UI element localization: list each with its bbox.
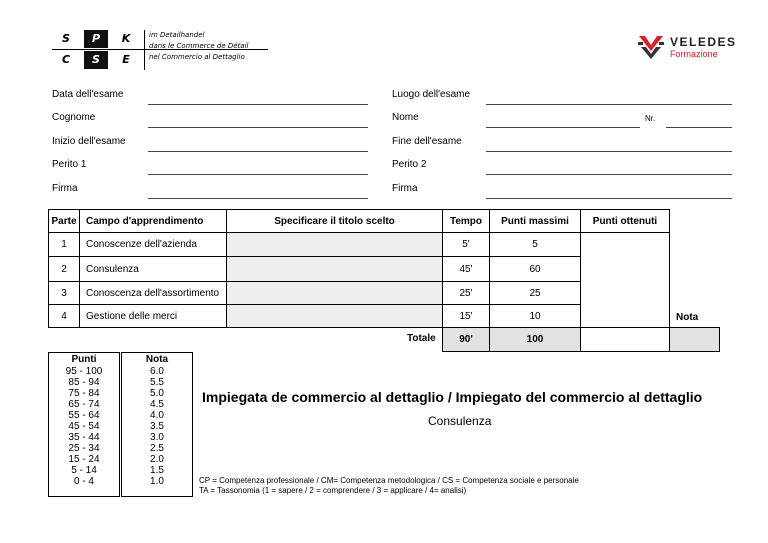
row1-tempo: 5' <box>442 232 490 257</box>
totale-ottenuti-field <box>580 327 670 352</box>
spk-letter: C <box>61 53 71 66</box>
spk-letter: P <box>84 30 108 48</box>
scale-punti-item: 0 - 4 <box>73 476 94 487</box>
scale-nota-header: Nota <box>145 354 169 365</box>
label-cognome: Cognome <box>52 112 96 123</box>
veledes-sub: Formazione <box>670 49 718 59</box>
nota-field <box>669 327 720 352</box>
field-cognome[interactable] <box>148 127 368 128</box>
scale-nota-item: 5.5 <box>150 377 164 388</box>
scale-nota-item: 2.0 <box>150 454 164 465</box>
scale-punti-item: 85 - 94 <box>68 377 100 388</box>
scale-punti-item: 25 - 34 <box>68 443 100 454</box>
document-subtitle: Consulenza <box>428 414 492 428</box>
row4-tempo: 15' <box>442 304 490 328</box>
scale-punti-item: 35 - 44 <box>68 432 100 443</box>
label-firma1: Firma <box>52 183 78 194</box>
field-nome[interactable] <box>486 127 640 128</box>
label-luogo-esame: Luogo dell'esame <box>392 89 471 100</box>
veledes-name: VELEDES <box>670 35 737 49</box>
row2-tempo: 45' <box>442 256 490 282</box>
header-titolo: Specificare il titolo scelto <box>226 209 443 233</box>
spk-divider <box>144 30 145 70</box>
spk-letter-grid <box>52 30 144 70</box>
totale-label: Totale <box>407 333 436 344</box>
row2-punti: 60 <box>489 256 581 282</box>
row1-titolo-field <box>226 232 443 257</box>
field-luogo-esame[interactable] <box>486 104 732 105</box>
row1-parte: 1 <box>48 232 80 257</box>
row2-titolo-field <box>226 256 443 282</box>
scale-punti-item: 5 - 14 <box>71 465 97 476</box>
label-perito1: Perito 1 <box>52 159 87 170</box>
scale-nota-item: 4.5 <box>150 399 164 410</box>
scale-nota-item: 2.5 <box>150 443 164 454</box>
field-firma2[interactable] <box>486 198 732 199</box>
field-perito2[interactable] <box>486 174 732 175</box>
header-tempo: Tempo <box>442 209 490 233</box>
header-punti-massimi: Punti massimi <box>489 209 581 233</box>
scale-nota-item: 5.0 <box>150 388 164 399</box>
scale-nota-item: 3.0 <box>150 432 164 443</box>
punti-ottenuti-field <box>580 232 670 328</box>
totale-punti: 100 <box>489 327 581 352</box>
header-parte: Parte <box>48 209 80 233</box>
scale-nota-item: 1.0 <box>150 476 164 487</box>
label-inizio-esame: Inizio dell'esame <box>52 136 126 147</box>
scale-punti-item: 15 - 24 <box>68 454 100 465</box>
row3-titolo-field <box>226 281 443 305</box>
scale-punti-header: Punti <box>71 354 97 365</box>
label-perito2: Perito 2 <box>392 159 427 170</box>
scale-nota-item: 1.5 <box>150 465 164 476</box>
field-firma1[interactable] <box>148 198 368 199</box>
scale-punti-item: 55 - 64 <box>68 410 100 421</box>
legend-competenze: CP = Competenza professionale / CM= Competenza metodologica / CS = Competenza sociale e personale <box>199 476 579 485</box>
field-nr[interactable] <box>666 127 732 128</box>
scale-nota-item: 4.0 <box>150 410 164 421</box>
label-firma2: Firma <box>392 183 418 194</box>
veledes-logo-icon <box>638 33 664 59</box>
row1-punti: 5 <box>489 232 581 257</box>
scale-nota-item: 3.5 <box>150 421 164 432</box>
label-fine-esame: Fine dell'esame <box>392 136 462 147</box>
label-nr: Nr. <box>645 114 656 123</box>
field-perito1[interactable] <box>148 174 368 175</box>
scale-punti-item: 65 - 74 <box>68 399 100 410</box>
scale-punti-column <box>48 352 120 497</box>
nota-label: Nota <box>676 312 699 323</box>
row2-campo: Consulenza <box>79 256 227 282</box>
spk-line-fr: dans le Commerce de Détail <box>149 42 249 50</box>
scale-punti-item: 75 - 84 <box>68 388 100 399</box>
spk-letter: E <box>122 53 130 66</box>
row3-parte: 3 <box>48 281 80 305</box>
legend-tassonomia: TA = Tassonomia (1 = sapere / 2 = comprendere / 3 = applicare / 4= analisi) <box>199 486 467 495</box>
row2-parte: 2 <box>48 256 80 282</box>
row4-punti: 10 <box>489 304 581 328</box>
label-nome: Nome <box>392 112 419 123</box>
totale-tempo: 90' <box>442 327 490 352</box>
document-title: Impiegata de commercio al dettaglio / Impiegato del commercio al dettaglio <box>202 389 703 405</box>
scale-punti-item: 95 - 100 <box>65 366 103 377</box>
row3-punti: 25 <box>489 281 581 305</box>
field-data-esame[interactable] <box>148 104 368 105</box>
spk-letter: K <box>121 32 131 45</box>
field-inizio-esame[interactable] <box>148 151 368 152</box>
scale-punti-item: 45 - 54 <box>68 421 100 432</box>
header-campo: Campo d'apprendimento <box>79 209 227 233</box>
row3-campo: Conoscenza dell'assortimento <box>79 281 227 305</box>
row4-titolo-field <box>226 304 443 328</box>
scale-nota-item: 6.0 <box>150 366 164 377</box>
header-punti-ottenuti: Punti ottenuti <box>580 209 670 233</box>
row3-tempo: 25' <box>442 281 490 305</box>
spk-logo <box>52 30 268 70</box>
row4-campo: Gestione delle merci <box>79 304 227 328</box>
spk-letter: S <box>62 32 70 45</box>
label-data-esame: Data dell'esame <box>52 89 124 100</box>
spk-line-it: nel Commercio al Dettaglio <box>149 53 245 61</box>
spk-letter: S <box>84 51 108 69</box>
row1-campo: Conoscenze dell'azienda <box>79 232 227 257</box>
scale-nota-column <box>121 352 193 497</box>
spk-line-de: im Detailhandel <box>149 31 205 39</box>
row4-parte: 4 <box>48 304 80 328</box>
field-fine-esame[interactable] <box>486 151 732 152</box>
